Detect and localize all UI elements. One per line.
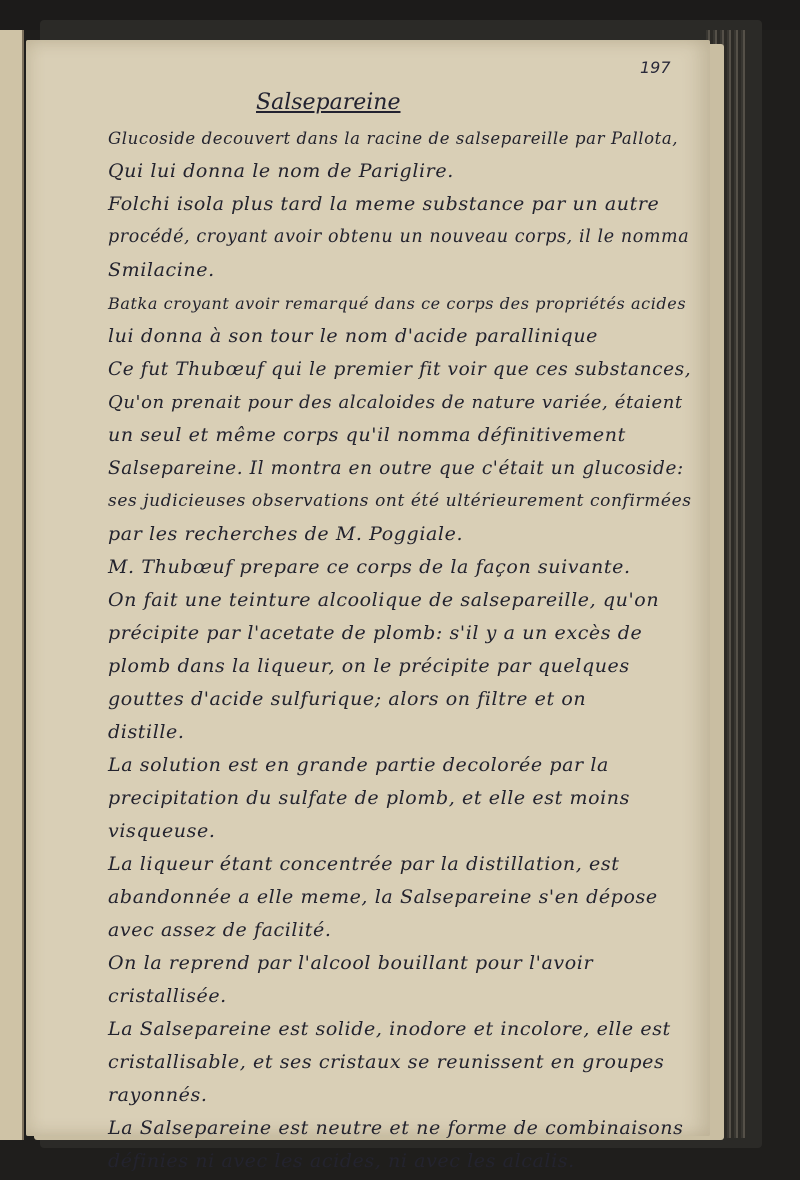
text-line: cristallisée. [108, 985, 227, 1007]
handwritten-text-body [108, 122, 693, 1178]
text-line: La solution est en grande partie decolorée par la [108, 754, 609, 776]
text-line: La Salsepareine est neutre et ne forme de combinaisons [108, 1117, 684, 1139]
text-line: On la reprend par l'alcool bouillant pour l'avoir [108, 952, 594, 974]
text-line: lui donna à son tour le nom d'acide parallinique [108, 325, 598, 347]
text-line: Batka croyant avoir remarqué dans ce corps des propriétés acides [108, 294, 687, 313]
text-line: Qu'on prenait pour des alcaloides de nature variée, étaient [108, 392, 683, 413]
text-line: On fait une teinture alcoolique de salsepareille, qu'on [108, 589, 660, 611]
binding-strip [0, 30, 24, 1140]
text-line: visqueuse. [108, 820, 216, 842]
text-line: Qui lui donna le nom de Pariglire. [108, 160, 454, 182]
text-line: cristallisable, et ses cristaux se reunissent en groupes [108, 1051, 665, 1073]
text-line: rayonnés. [108, 1084, 208, 1106]
text-line: M. Thubœuf prepare ce corps de la façon suivante. [108, 556, 631, 578]
text-line: Glucoside decouvert dans la racine de salsepareille par Pallota, [108, 129, 679, 148]
page-title: Salsepareine [256, 90, 401, 115]
text-line: La liqueur étant concentrée par la distillation, est [108, 853, 620, 875]
text-line: gouttes d'acide sulfurique; alors on filtre et on [108, 688, 587, 710]
text-line: Folchi isola plus tard la meme substance par un autre [108, 193, 660, 215]
text-line: avec assez de facilité. [108, 919, 332, 941]
text-line: La Salsepareine est solide, inodore et incolore, elle est [108, 1018, 671, 1040]
text-line: définies ni avec les acides, ni avec les alcalis. [108, 1150, 575, 1172]
text-line: Ce fut Thubœuf qui le premier fit voir que ces substances, [108, 359, 692, 380]
text-line: Smilacine. [108, 259, 215, 281]
text-line: ses judicieuses observations ont été ultérieurement confirmées [108, 491, 692, 511]
text-line: precipitation du sulfate de plomb, et elle est moins [108, 787, 630, 809]
text-line: précipite par l'acetate de plomb: s'il y a un excès de [108, 622, 643, 644]
text-line: Salsepareine. Il montra en outre que c'était un glucoside: [108, 458, 684, 479]
text-line: par les recherches de M. Poggiale. [108, 523, 464, 545]
text-line: plomb dans la liqueur, on le précipite par quelques [108, 655, 630, 677]
text-line: abandonnée a elle meme, la Salsepareine s'en dépose [108, 886, 658, 908]
page-number: 197 [640, 58, 671, 77]
text-line: procédé, croyant avoir obtenu un nouveau corps, il le nomma [108, 227, 690, 247]
text-line: distille. [108, 721, 185, 743]
text-line: un seul et même corps qu'il nomma définitivement [108, 424, 626, 446]
